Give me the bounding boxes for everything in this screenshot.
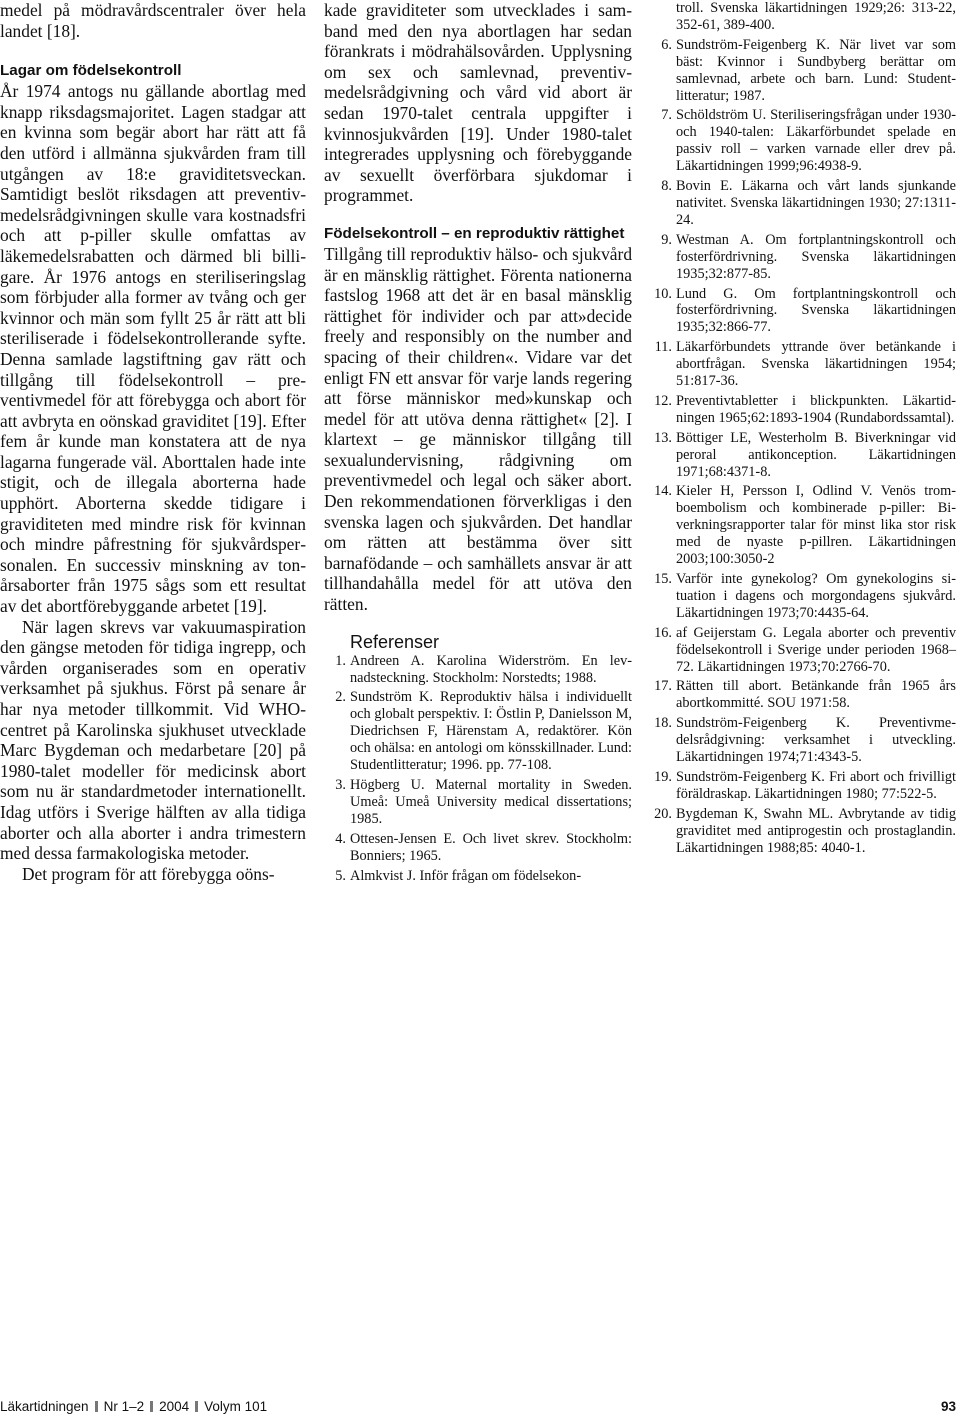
separator [95, 1401, 98, 1412]
column-1 [0, 0, 306, 884]
body-paragraph: Tillgång till reproduktiv hälso- och sjukvård är en mänsklig rättighet. Förenta nationerna fastslog 1968 att det är en basal mänsklig rättighet för individer och par att»decide freely and responsibly on the number and spacing of their children«. Vidare var det enligt FN ett ansvar för varje lands regering att förse människor med»kunskap och medel för att utöva denna rättighet« [2]. I klartext – ge människor tillgång till sexualundervisning, rådgivning om preventivmedel och legal och säker abort. Den rekommendationen förverkligas i den svenska lagen och sjukvården. Det handlar om rätten att bestämma över sitt barnafödande – och samhällets ansvar är att tillhandahålla medel för att utöva den rätten. [324, 243, 633, 615]
reference-item: 14. Kieler H, Persson I, Odlind V. Venös tromboembolism och kombinerade p-piller: Biverkningsrapporter talar för minst lika stor risk med de nyaste p-pillren. Läkartidningen 2003;100:3050-2 [654, 483, 956, 568]
reference-item: 18. Sundström-Feigenberg K. Preventivmedelsrådgivning: verksamhet i utveckling. Läkartidningen 1974;71:4343-5. [654, 715, 956, 766]
intro-paragraph: medel på mödravårdscentraler över hela landet [18]. [0, 0, 306, 41]
body-paragraph: kade graviditeter som utvecklades i samband med den nya abortlagen har sedan förankrats i mödrahälsovården. Upplysning om sex och samlevnad, preventivmedelsrådgivning och vård vid abort är sedan 1970-talet centrala uppgifter i kvinnosjukvården [19]. Under 1980-talet integrerades upplysning och förebyggande av sexuellt överförbara sjukdomar i programmet. [324, 0, 632, 206]
separator [150, 1401, 153, 1412]
column-2 [324, 0, 632, 887]
journal-name: Läkartidningen [0, 1399, 89, 1414]
body-paragraph: År 1974 antogs nu gällande abortlag med knapp riksdagsmajoritet. Lagen stadgar att en kvinna som begär abort har rätt att få den utförd i allmänna sjukvården fram till utgången av 18:e graviditetsveckan. Samtidigt beslöt riksdagen att preventivmedelsrådgivningen skulle vara kostnadsfri och att p-piller skulle omfattas av läkemedelsrabatten och därmed bli billigare. År 1976 antogs en steriliseringslag som förbjuder alla former av tvång och ger kvinnor och män som fyllt 25 år rätt att bli steriliserade i födelsekontrollerande syfte. Denna samlade lagstiftning gav rätt och tillgång till födelsekontroll – preventivmedel för att förebygga och abort för att avbryta en oönskad graviditet [19]. Efter fem år kunde man konstatera att de nya lagarna fungerade väl. Aborttalen hade inte stigit, och de illegala aborterna hade upphört. Aborterna skedde tidigare i graviditeten med mindre risk för kvinnan och mindre påfrestning för sjukvårdspersonalen. En successiv minskning av tonårsaborter från 1975 sågs som ett resultat av det abortförebyggande arbetet [19]. [0, 81, 306, 617]
year: 2004 [159, 1399, 190, 1414]
reference-item: 16. af Geijerstam G. Legala aborter och preventiv födelsekontroll i Sverige under perioden 1968–72. Läkartidningen 1973;70:2766-70. [654, 624, 956, 675]
page-footer [0, 1399, 960, 1419]
reference-item: 8. Bovin E. Läkarna och vårt lands sjunkande nativitet. Svenska läkartidningen 1930; 27:1311-24. [661, 178, 956, 228]
issue-number: Nr 1–2 [103, 1399, 145, 1414]
reference-item: 11. Läkarförbundets yttrande över betänkande i abortfrågan. Svenska läkartidningen 1954; 51:817-36. [654, 339, 956, 390]
body-paragraph: Det program för att förebygga oöns- [22, 863, 275, 884]
reference-item: 2. Sundström K. Reproduktiv hälsa i individuellt och globalt perspektiv. I: Östlin P, Danielsson M, Diedrichsen F, Härenstam A, redaktörer. Kön och ohälsa: en antologi om könsskillnader. Lund: Studentlitteratur; 1996. pp. 77-108. [335, 689, 632, 774]
reference-item: 20. Bygdeman K, Swahn ML. Avbrytande av tidig graviditet med antiprogestin och prostaglandin. Läkartidningen 1988;85: 4040-1. [654, 805, 956, 856]
reference-item: 19. Sundström-Feigenberg K. Fri abort och frivilligt föräldraskap. Läkartidningen 1980; 77:522-5. [654, 768, 956, 802]
reference-item: 6. Sundström-Feigenberg K. När livet var som bäst: Kvinnor i Sundbyberg berättar om samlevnad, arbete och barn. Lund: Studentlitteratur; 1987. [661, 36, 956, 104]
reference-item: 9. Westman A. Om fortplantningskontroll och fosterfördrivning. Svenska läkartidningen 1935;32:877-85. [661, 231, 956, 282]
reference-item: 12. Preventivtabletter i blickpunkten. Läkartidningen 1965;62:1893-1904 (Rundabordssamtal). [654, 392, 956, 426]
volume: Volym 101 [204, 1399, 268, 1414]
reference-list [324, 653, 632, 885]
section-heading-laws: Lagar om födelsekontroll [0, 62, 182, 80]
reference-item: 4. Ottesen-Jensen E. Och livet skrev. Stockholm: Bonniers; 1965. [335, 830, 632, 864]
reference-item: 15. Varför inte gynekolog? Om gynekologins situation i dagens och morgondagens sjukvård. Läkartidningen 1973;70:4435-64. [654, 571, 956, 621]
separator [195, 1401, 198, 1412]
references-heading: Referenser [350, 631, 440, 652]
reference-item: 3. Högberg U. Maternal mortality in Sweden. Umeå: Umeå University medical dissertations; 1985. [335, 776, 632, 827]
reference-item: 7. Schöldström U. Steriliseringsfrågan under 1930- och 1940-talen: Läkarförbundet spelade en passiv roll – varken varnade eller drev på. Läkartidningen 1999;96:4938-9. [661, 107, 956, 175]
section-heading-rights: Födelsekontroll – en reproduktiv rättighet [324, 224, 625, 242]
reference-continuation: troll. Svenska läkartidningen 1929;26: 313-22, 352-61, 389-400. [676, 0, 956, 33]
footer-journal-info [0, 1399, 267, 1414]
reference-item: 1. Andreen A. Karolina Widerström. En levnadsteckning. Stockholm: Norstedts; 1988. [335, 652, 632, 686]
column-3 [650, 0, 956, 860]
reference-list [650, 37, 956, 857]
page-number: 93 [940, 1399, 956, 1414]
reference-item: 10. Lund G. Om fortplantningskontroll och fosterfördrivning. Svenska läkartidningen 1935;32:866-77. [654, 285, 956, 336]
reference-item: 17. Rätten till abort. Betänkande från 1965 års abortkommitté. SOU 1971:58. [654, 678, 956, 712]
reference-item: 13. Böttiger LE, Westerholm B. Biverkningar vid peroral antikonception. Läkartidningen 1971;68:4371-8. [654, 429, 956, 480]
body-paragraph: När lagen skrevs var vakuumaspiration den gängse metoden för tidiga ingrepp, och vården organiserades som en operativ verksamhet på sjukhus. Först på senare år har nya metoder tillkommit. Vid WHO-centret på Karolinska sjukhuset utvecklade Marc Bygdeman och medarbetare [20] på 1980-talet modeller för medicinsk abort som nu är standardmetoder internationellt. Idag utförs i Sverige hälften av alla tidiga aborter och alla aborter i andra trimestern med dessa farmakologiska metoder. [0, 616, 306, 864]
reference-item: 5. Almkvist J. Inför frågan om födelsekon- [335, 867, 582, 884]
